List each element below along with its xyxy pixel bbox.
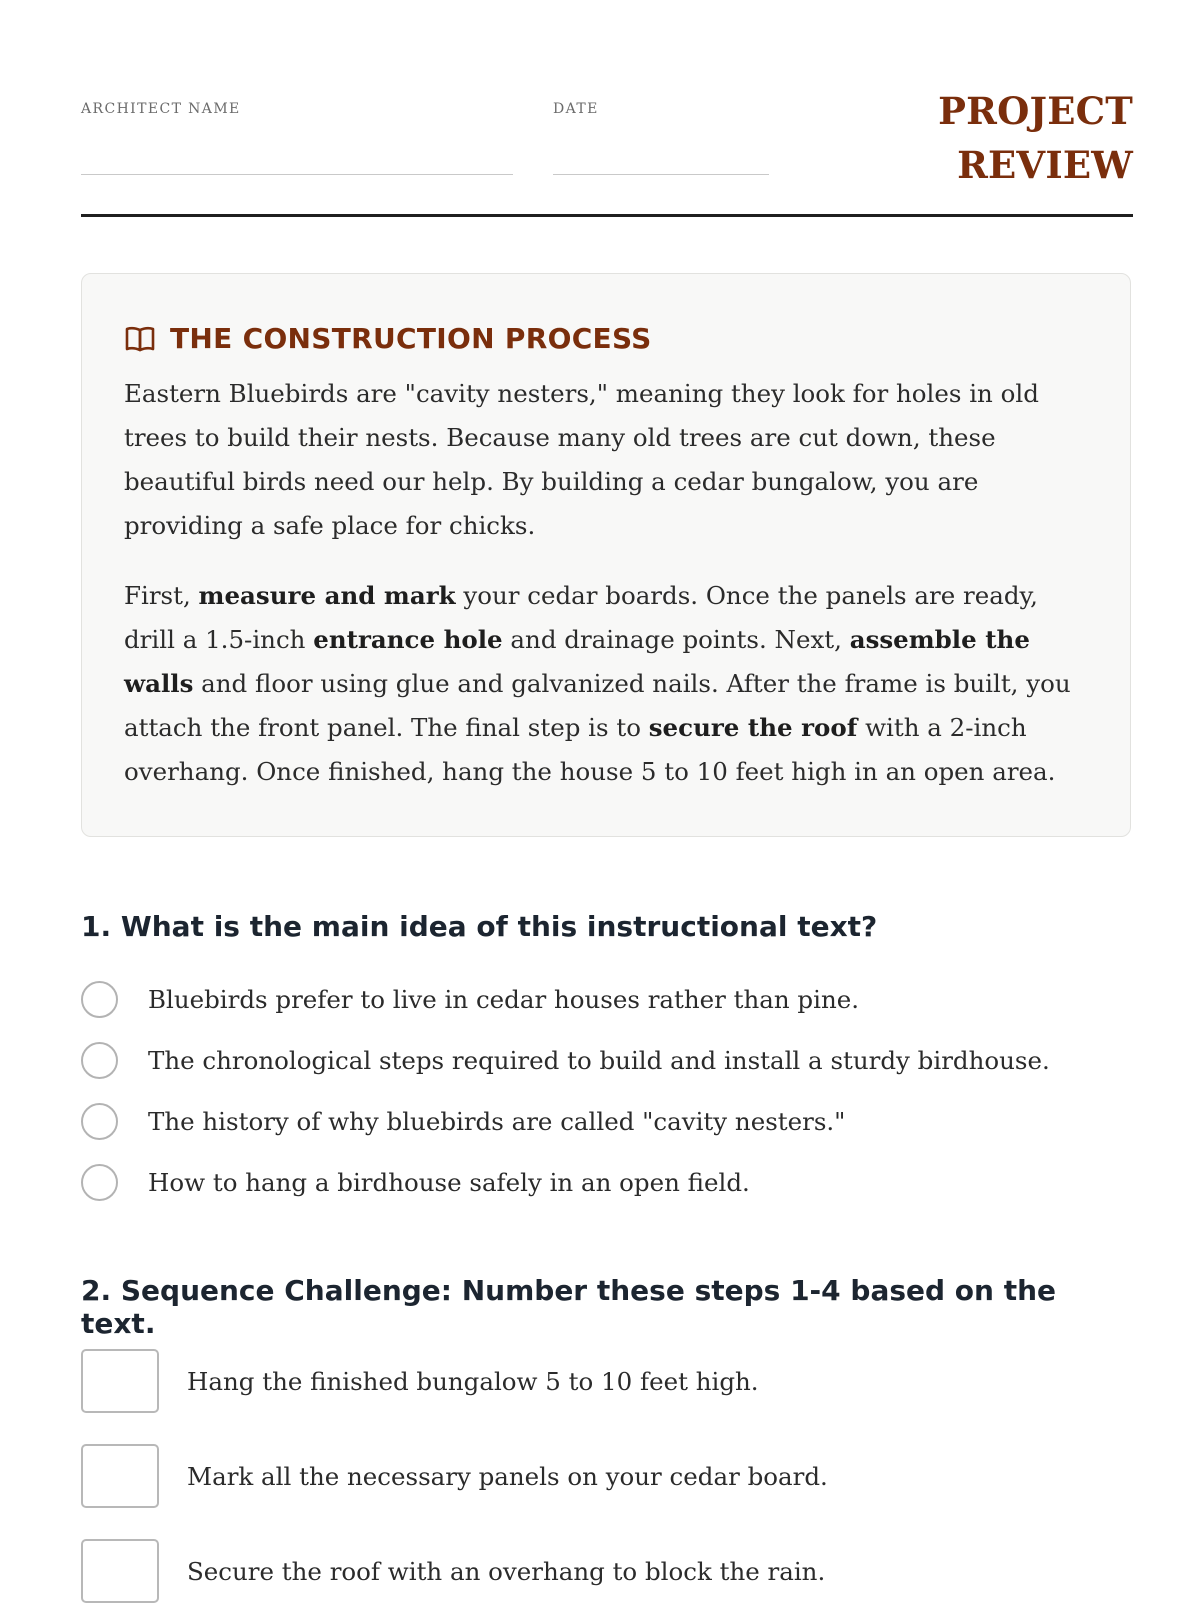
sequence-step-label: Hang the finished bungalow 5 to 10 feet high. xyxy=(187,1366,759,1396)
key-step-assemble: assemble the walls xyxy=(124,625,1030,698)
worksheet-header xyxy=(81,0,1133,220)
reading-paragraph-1: Eastern Bluebirds are "cavity nesters," meaning they look for holes in old trees to build their nests. Because many old trees are cut down, these beautiful birds need our help. By building a cedar bungalow, you are providing a safe place for chicks. xyxy=(124,379,1039,540)
sequence-number-input[interactable] xyxy=(81,1349,159,1413)
date-field[interactable] xyxy=(553,174,769,175)
page-title-line-1: PROJECT xyxy=(938,89,1133,133)
reading-body xyxy=(124,372,1094,820)
option-label: The chronological steps required to build and install a sturdy birdhouse. xyxy=(148,1046,1050,1075)
architect-name-field[interactable] xyxy=(81,174,513,175)
option-label: How to hang a birdhouse safely in an open field. xyxy=(148,1168,750,1197)
paragraph-text: and drainage points. Next, xyxy=(502,625,850,654)
sequence-step-1 xyxy=(81,1349,759,1413)
page-title xyxy=(938,84,1133,192)
sequence-step-label: Mark all the necessary panels on your cedar board. xyxy=(187,1461,828,1491)
radio-button[interactable] xyxy=(81,1164,118,1201)
sequence-number-input[interactable] xyxy=(81,1539,159,1603)
sequence-number-input[interactable] xyxy=(81,1444,159,1508)
open-book-icon xyxy=(124,325,156,353)
sequence-step-2 xyxy=(81,1444,828,1508)
key-step-entrance-hole: entrance hole xyxy=(313,625,503,654)
option-label: The history of why bluebirds are called "cavity nesters." xyxy=(148,1107,846,1136)
reading-heading xyxy=(124,322,652,355)
radio-button[interactable] xyxy=(81,981,118,1018)
header-divider xyxy=(81,214,1133,217)
sequence-step-label: Secure the roof with an overhang to block the rain. xyxy=(187,1556,826,1586)
worksheet-page xyxy=(81,0,1133,1586)
question-1-option-c[interactable] xyxy=(81,1103,845,1140)
radio-button[interactable] xyxy=(81,1103,118,1140)
question-1-title: 1. What is the main idea of this instructional text? xyxy=(81,910,878,943)
sequence-step-3 xyxy=(81,1539,825,1603)
paragraph-text: your cedar boards. Once the panels are ready, drill a 1.5-inch xyxy=(124,581,1038,654)
key-step-measure: measure and mark xyxy=(198,581,456,610)
question-2-title: 2. Sequence Challenge: Number these steps 1-4 based on the text. xyxy=(81,1274,1057,1340)
paragraph-text: and floor using glue and galvanized nails. After the frame is built, you attach the front panel. The final step is to xyxy=(124,669,1071,742)
reading-paragraph-2 xyxy=(124,574,1094,794)
page-title-line-2: REVIEW xyxy=(957,143,1133,187)
date-label: DATE xyxy=(553,101,599,117)
paragraph-text: First, xyxy=(124,581,199,610)
key-step-roof: secure the roof xyxy=(648,713,858,742)
reading-passage-box xyxy=(81,273,1131,837)
option-label: Bluebirds prefer to live in cedar houses rather than pine. xyxy=(148,985,860,1014)
paragraph-text: with a 2-inch overhang. Once finished, hang the house 5 to 10 feet high in an open area. xyxy=(124,713,1056,786)
reading-heading-text: THE CONSTRUCTION PROCESS xyxy=(170,322,652,355)
question-1-option-b[interactable] xyxy=(81,1042,1050,1079)
radio-button[interactable] xyxy=(81,1042,118,1079)
architect-name-label: ARCHITECT NAME xyxy=(81,101,241,117)
question-1-option-a[interactable] xyxy=(81,981,859,1018)
question-1-option-d[interactable] xyxy=(81,1164,750,1201)
